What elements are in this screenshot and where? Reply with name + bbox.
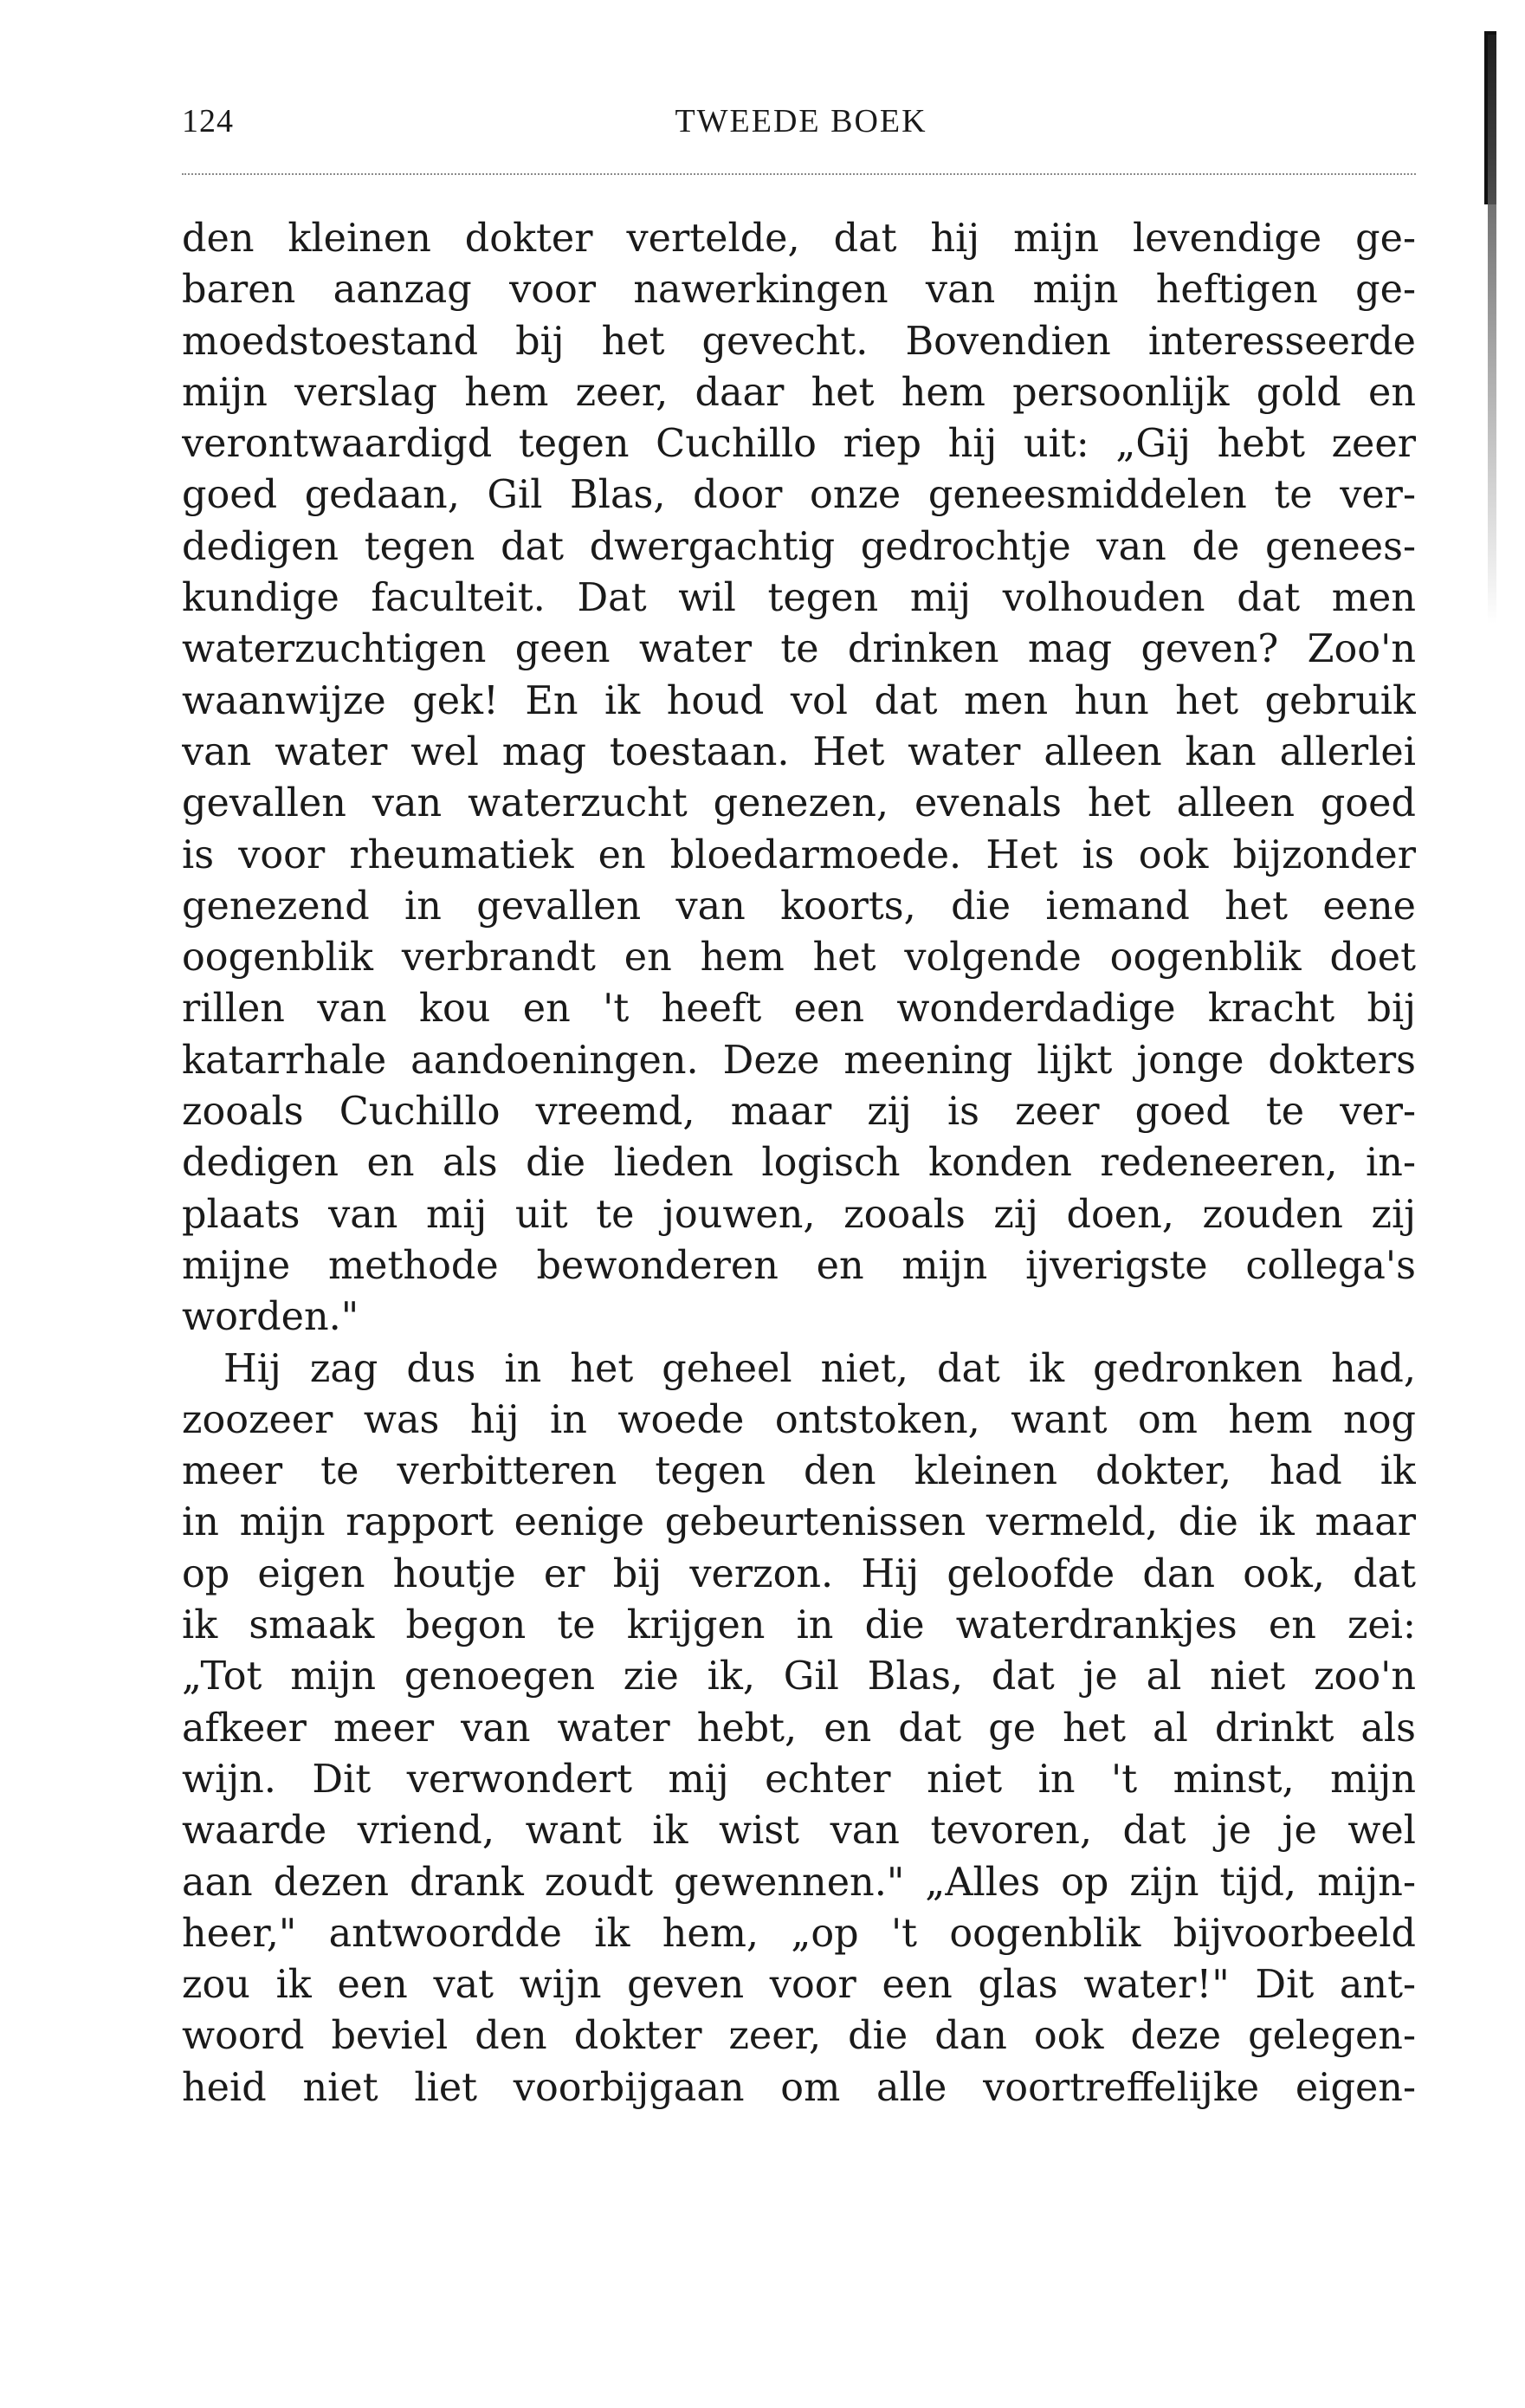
running-title: TWEEDE BOEK — [675, 103, 927, 139]
text-line: heid niet liet voorbijgaan om alle voortreffelijke eigen- — [182, 2065, 1416, 2110]
text-line: afkeer meer van water hebt, en dat ge het al drinkt als — [182, 1706, 1416, 1751]
page-number: 124 — [182, 103, 234, 139]
body-text — [182, 213, 1416, 2113]
text-line: kundige faculteit. Dat wil tegen mij volhouden dat men — [182, 576, 1416, 621]
text-line: aan dezen drank zoudt gewennen." „Alles op zijn tijd, mijn- — [182, 1860, 1416, 1905]
paragraph-end-line: worden." — [182, 1295, 359, 1340]
text-line: ik smaak begon te krijgen in die waterdrankjes en zei: — [182, 1603, 1416, 1648]
text-line: baren aanzag voor nawerkingen van mijn heftigen ge- — [182, 268, 1416, 313]
text-line: zooals Cuchillo vreemd, maar zij is zeer goed te ver- — [182, 1090, 1416, 1135]
text-line: waterzuchtigen geen water te drinken mag geven? Zoo'n — [182, 627, 1416, 672]
page-header — [182, 102, 1420, 154]
text-line: zou ik een vat wijn geven voor een glas water!" Dit ant- — [182, 1963, 1416, 2008]
header-rule — [182, 173, 1416, 175]
text-line: mijne methode bewonderen en mijn ijverigste collega's — [182, 1243, 1416, 1288]
text-line: katarrhale aandoeningen. Deze meening lijkt jonge dokters — [182, 1038, 1416, 1083]
scan-edge-gradient — [1488, 35, 1496, 624]
text-line: mijn verslag hem zeer, daar het hem persoonlijk gold en — [182, 370, 1416, 415]
text-line: oogenblik verbrandt en hem het volgende oogenblik doet — [182, 935, 1416, 981]
text-line: zoozeer was hij in woede ontstoken, want om hem nog — [182, 1397, 1416, 1442]
text-line: verontwaardigd tegen Cuchillo riep hij uit: „Gij hebt zeer — [182, 422, 1416, 467]
text-line: goed gedaan, Gil Blas, door onze geneesmiddelen te ver- — [182, 473, 1416, 518]
text-line: den kleinen dokter vertelde, dat hij mijn levendige ge- — [182, 217, 1416, 261]
text-line: gevallen van waterzucht genezen, evenals het alleen goed — [182, 781, 1416, 826]
text-line: van water wel mag toestaan. Het water alleen kan allerlei — [182, 729, 1416, 774]
text-line: in mijn rapport eenige gebeurtenissen vermeld, die ik maar — [182, 1500, 1416, 1545]
text-line: rillen van kou en 't heeft een wonderdadige kracht bij — [182, 987, 1416, 1032]
text-line: heer," antwoordde ik hem, „op 't oogenblik bijvoorbeeld — [182, 1911, 1416, 1956]
text-line: genezend in gevallen van koorts, die iemand het eene — [182, 884, 1416, 929]
text-line: dedigen tegen dat dwergachtig gedrochtje van de genees- — [182, 524, 1416, 569]
text-line: „Tot mijn genoegen zie ik, Gil Blas, dat je al niet zoo'n — [182, 1654, 1416, 1699]
paragraph-start-line: Hij zag dus in het geheel niet, dat ik gedronken had, — [223, 1346, 1416, 1391]
text-line: moedstoestand bij het gevecht. Bovendien interesseerde — [182, 319, 1416, 364]
text-line: is voor rheumatiek en bloedarmoede. Het is ook bijzonder — [182, 832, 1416, 877]
text-line: op eigen houtje er bij verzon. Hij geloofde dan ook, dat — [182, 1551, 1416, 1596]
text-line: woord beviel den dokter zeer, die dan ook deze gelegen- — [182, 2014, 1416, 2059]
text-line: meer te verbitteren tegen den kleinen dokter, had ik — [182, 1449, 1416, 1494]
text-line: dedigen en als die lieden logisch konden redeneeren, in- — [182, 1141, 1416, 1186]
text-line: plaats van mij uit te jouwen, zooals zij doen, zouden zij — [182, 1192, 1416, 1237]
text-line: wijn. Dit verwondert mij echter niet in 't minst, mijn — [182, 1757, 1416, 1802]
text-line: waarde vriend, want ik wist van tevoren, dat je je wel — [182, 1809, 1416, 1854]
text-line: waanwijze gek! En ik houd vol dat men hun het gebruik — [182, 678, 1416, 723]
